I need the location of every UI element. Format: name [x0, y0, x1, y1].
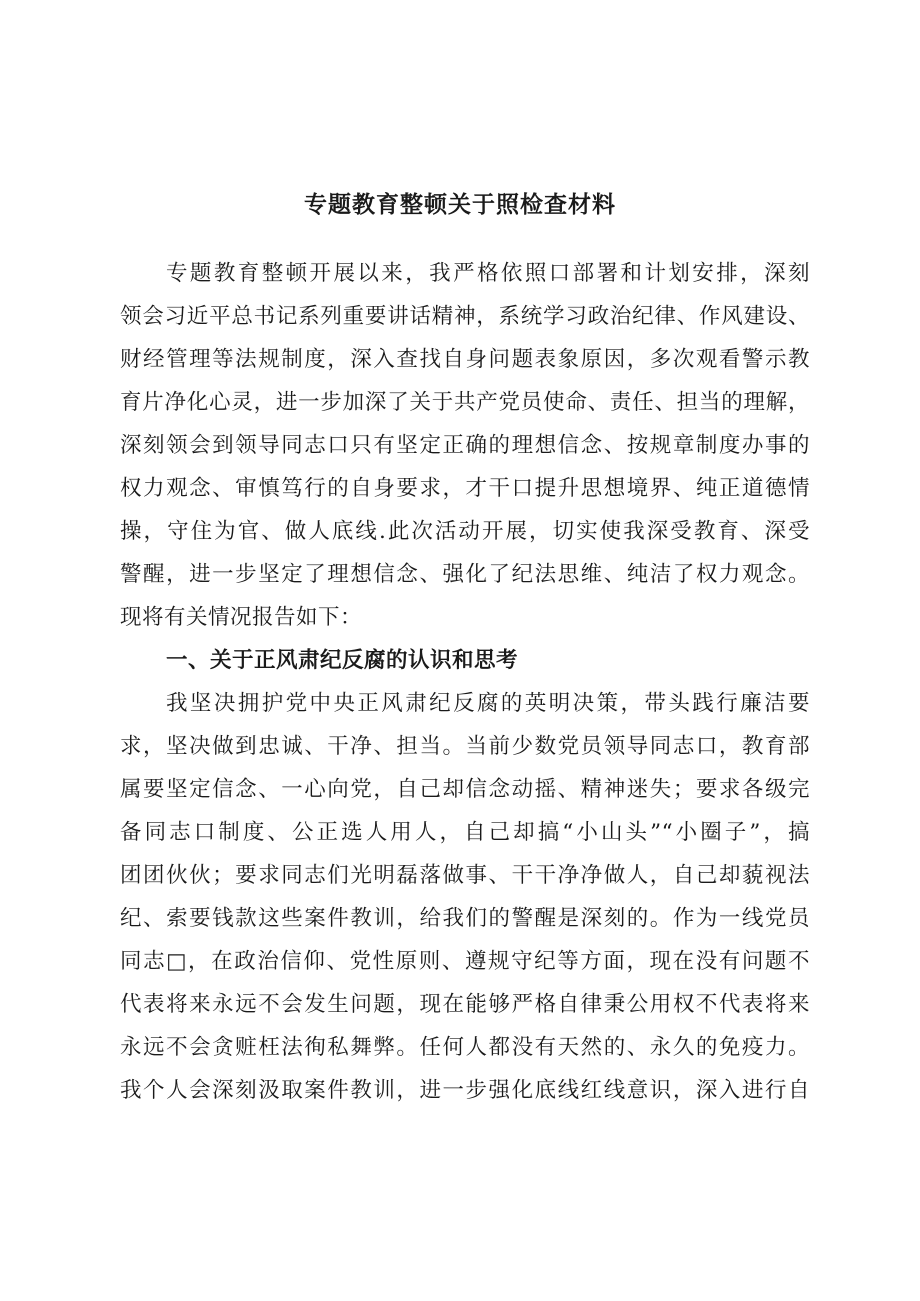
text-line: 团团伙伙；要求同志们光明磊落做事、干干净净做人，自己却藐视法	[120, 863, 810, 888]
text-line: 我个人会深刻汲取案件教训，进一步强化底线红线意识，深入进行自	[120, 1078, 810, 1103]
text-line: 育片净化心灵，进一步加深了关于共产党员使命、责任、担当的理解，	[120, 390, 810, 415]
section-heading: 一、关于正风肃纪反腐的认识和思考	[166, 648, 519, 673]
text-line: 求，坚决做到忠诚、干净、担当。当前少数党员领导同志口，教育部	[120, 734, 810, 759]
text-line: 现将有关情况报告如下：	[120, 605, 363, 630]
text-line: 权力观念、审慎笃行的自身要求，才干口提升思想境界、纯正道德情	[120, 476, 810, 501]
text-line: 永远不会贪赃枉法徇私舞弊。任何人都没有天然的、永久的免疫力。	[120, 1035, 810, 1060]
text-line: 纪、索要钱款这些案件教训，给我们的警醒是深刻的。作为一线党员	[120, 906, 810, 931]
text-line: 警醒，进一步坚定了理想信念、强化了纪法思维、纯洁了权力观念。	[120, 562, 810, 587]
text-line: 专题教育整顿开展以来，我严格依照口部署和计划安排，深刻	[166, 261, 810, 286]
text-line: 深刻领会到领导同志口只有坚定正确的理想信念、按规章制度办事的	[120, 433, 810, 458]
text-line: 属要坚定信念、一心向党，自己却信念动摇、精神迷失；要求各级完	[120, 777, 810, 802]
text-line: 备同志口制度、公正选人用人，自己却搞“小山头”“小圈子”，搞	[120, 820, 810, 845]
text-line: 我坚决拥护党中央正风肃纪反腐的英明决策，带头践行廉洁要	[166, 691, 810, 716]
text-line: 领会习近平总书记系列重要讲话精神，系统学习政治纪律、作风建设、	[120, 304, 810, 329]
text-line: 同志□，在政治信仰、党性原则、遵规守纪等方面，现在没有问题不	[120, 949, 810, 974]
text-line: 代表将来永远不会发生问题，现在能够严格自律秉公用权不代表将来	[120, 992, 810, 1017]
text-line: 财经管理等法规制度，深入查找自身问题表象原因，多次观看警示教	[120, 347, 810, 372]
text-line: 操，守住为官、做人底线.此次活动开展，切实使我深受教育、深受	[120, 519, 810, 544]
document-title: 专题教育整顿关于照检查材料	[304, 192, 616, 218]
